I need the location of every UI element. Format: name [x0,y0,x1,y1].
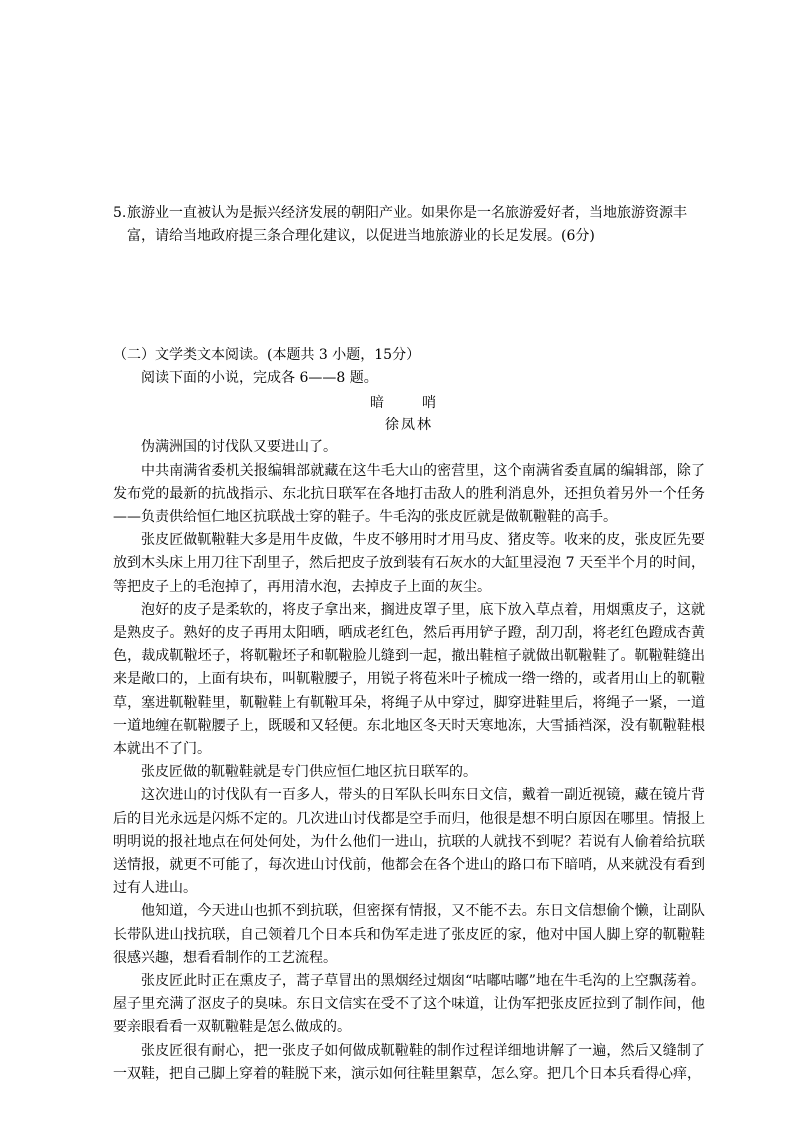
story-paragraph: 他知道，今天进山也抓不到抗联，但密探有情报，又不能不去。东日文信想偷个懒，让副队长带队进山找抗联，自己领着几个日本兵和伪军走进了张皮匠的家，他对中国人脚上穿的靰鞡鞋很感兴趣，想看看制作的工艺流程。 [113,903,705,966]
story-paragraph: 张皮匠做的靰鞡鞋就是专门供应恒仁地区抗日联军的。 [141,764,477,781]
story-paragraph: 张皮匠做靰鞡鞋大多是用牛皮做，牛皮不够用时才用马皮、猪皮等。收来的皮，张皮匠先要放到木头床上用刀往下刮里子，然后把皮子放到装有石灰水的大缸里浸泡 7 天至半个月的时间，等把皮子上的毛泡掉了，再用清水泡，去掉皮子上面的灰尘。 [113,532,705,595]
story-paragraph: 这次进山的讨伐队有一百多人，带头的日军队长叫东日文信，戴着一副近视镜，藏在镜片背后的目光永远是闪烁不定的。几次进山讨伐都是空手而归，他很是想不明白原因在哪里。情报上明明说的报社地点在何处何处，为什么他们一进山，抗联的人就找不到呢？若说有人偷着给抗联送情报，就更不可能了，每次进山讨伐前，他都会在各个进山的路口布下暗哨，从来就没有看到过有人进山。 [113,787,705,897]
story-paragraph: 泡好的皮子是柔软的，将皮子拿出来，搁进皮罩子里，底下放入草点着，用烟熏皮子，这就是熟皮子。熟好的皮子再用太阳晒，晒成老红色，然后再用铲子蹬，刮刀刮，将老红色蹬成杏黄色，裁成靰鞡坯子，将靰鞡坯子和靰鞡脸儿缝到一起，撤出鞋楦子就做出靰鞡鞋了。靰鞡鞋缝出来是敞口的，上面有块布，叫靰鞡腰子，用锐子将苞米叶子梳成一绺一绺的，或者用山上的靰鞡草，塞进靰鞡鞋里，靰鞡鞋上有靰鞡耳朵，将绳子从中穿过，脚穿进鞋里后，将绳子一紧，一道一道地缠在靰鞡腰子上，既暖和又轻便。东北地区冬天时天寒地冻，大雪插裆深，没有靰鞡鞋根本就出不了门。 [113,601,705,758]
story-paragraph: 张皮匠此时正在熏皮子，蒿子草冒出的黑烟经过烟囱“咕嘟咕嘟”地在牛毛沟的上空飘荡着。屋子里充满了沤皮子的臭味。东日文信实在受不了这个味道，让伪军把张皮匠拉到了制作间，他要亲眼看看一双靰鞡鞋是怎么做成的。 [113,973,705,1036]
section-heading: （二）文学类文本阅读。(本题共 3 小题，15分） [113,347,421,363]
story-paragraph: 中共南满省委机关报编辑部就藏在这牛毛大山的密营里，这个南满省委直属的编辑部，除了发布党的最新的抗战指示、东北抗日联军在各地打击敌人的胜利消息外，还担负着另外一个任务——负责供给恒仁地区抗联战士穿的鞋子。牛毛沟的张皮匠就是做靰鞡鞋的高手。 [113,462,705,526]
story-paragraph: 张皮匠很有耐心，把一张皮子如何做成靰鞡鞋的制作过程详细地讲解了一遍，然后又缝制了一双鞋，把自己脚上穿着的鞋脱下来，演示如何往鞋里絮草，怎么穿。把几个日本兵看得心痒， [113,1042,705,1082]
question-text: 旅游业一直被认为是振兴经济发展的朝阳产业。如果你是一名旅游爱好者，当地旅游资源丰富，请给当地政府提三条合理化建议，以促进当地旅游业的长足发展。(6分) [127,205,687,245]
question-number: 5. [113,205,127,221]
story-paragraph: 伪满洲国的讨伐队又要进山了。 [141,439,337,456]
section-instruction: 阅读下面的小说，完成各 6——8 题。 [141,370,378,387]
story-title-block [113,392,705,436]
story-title: 暗 哨 [370,395,448,412]
literary-reading-section [113,344,705,1086]
question-5 [113,202,705,248]
story-author: 徐凤林 [385,417,433,434]
story-body [113,436,705,1086]
